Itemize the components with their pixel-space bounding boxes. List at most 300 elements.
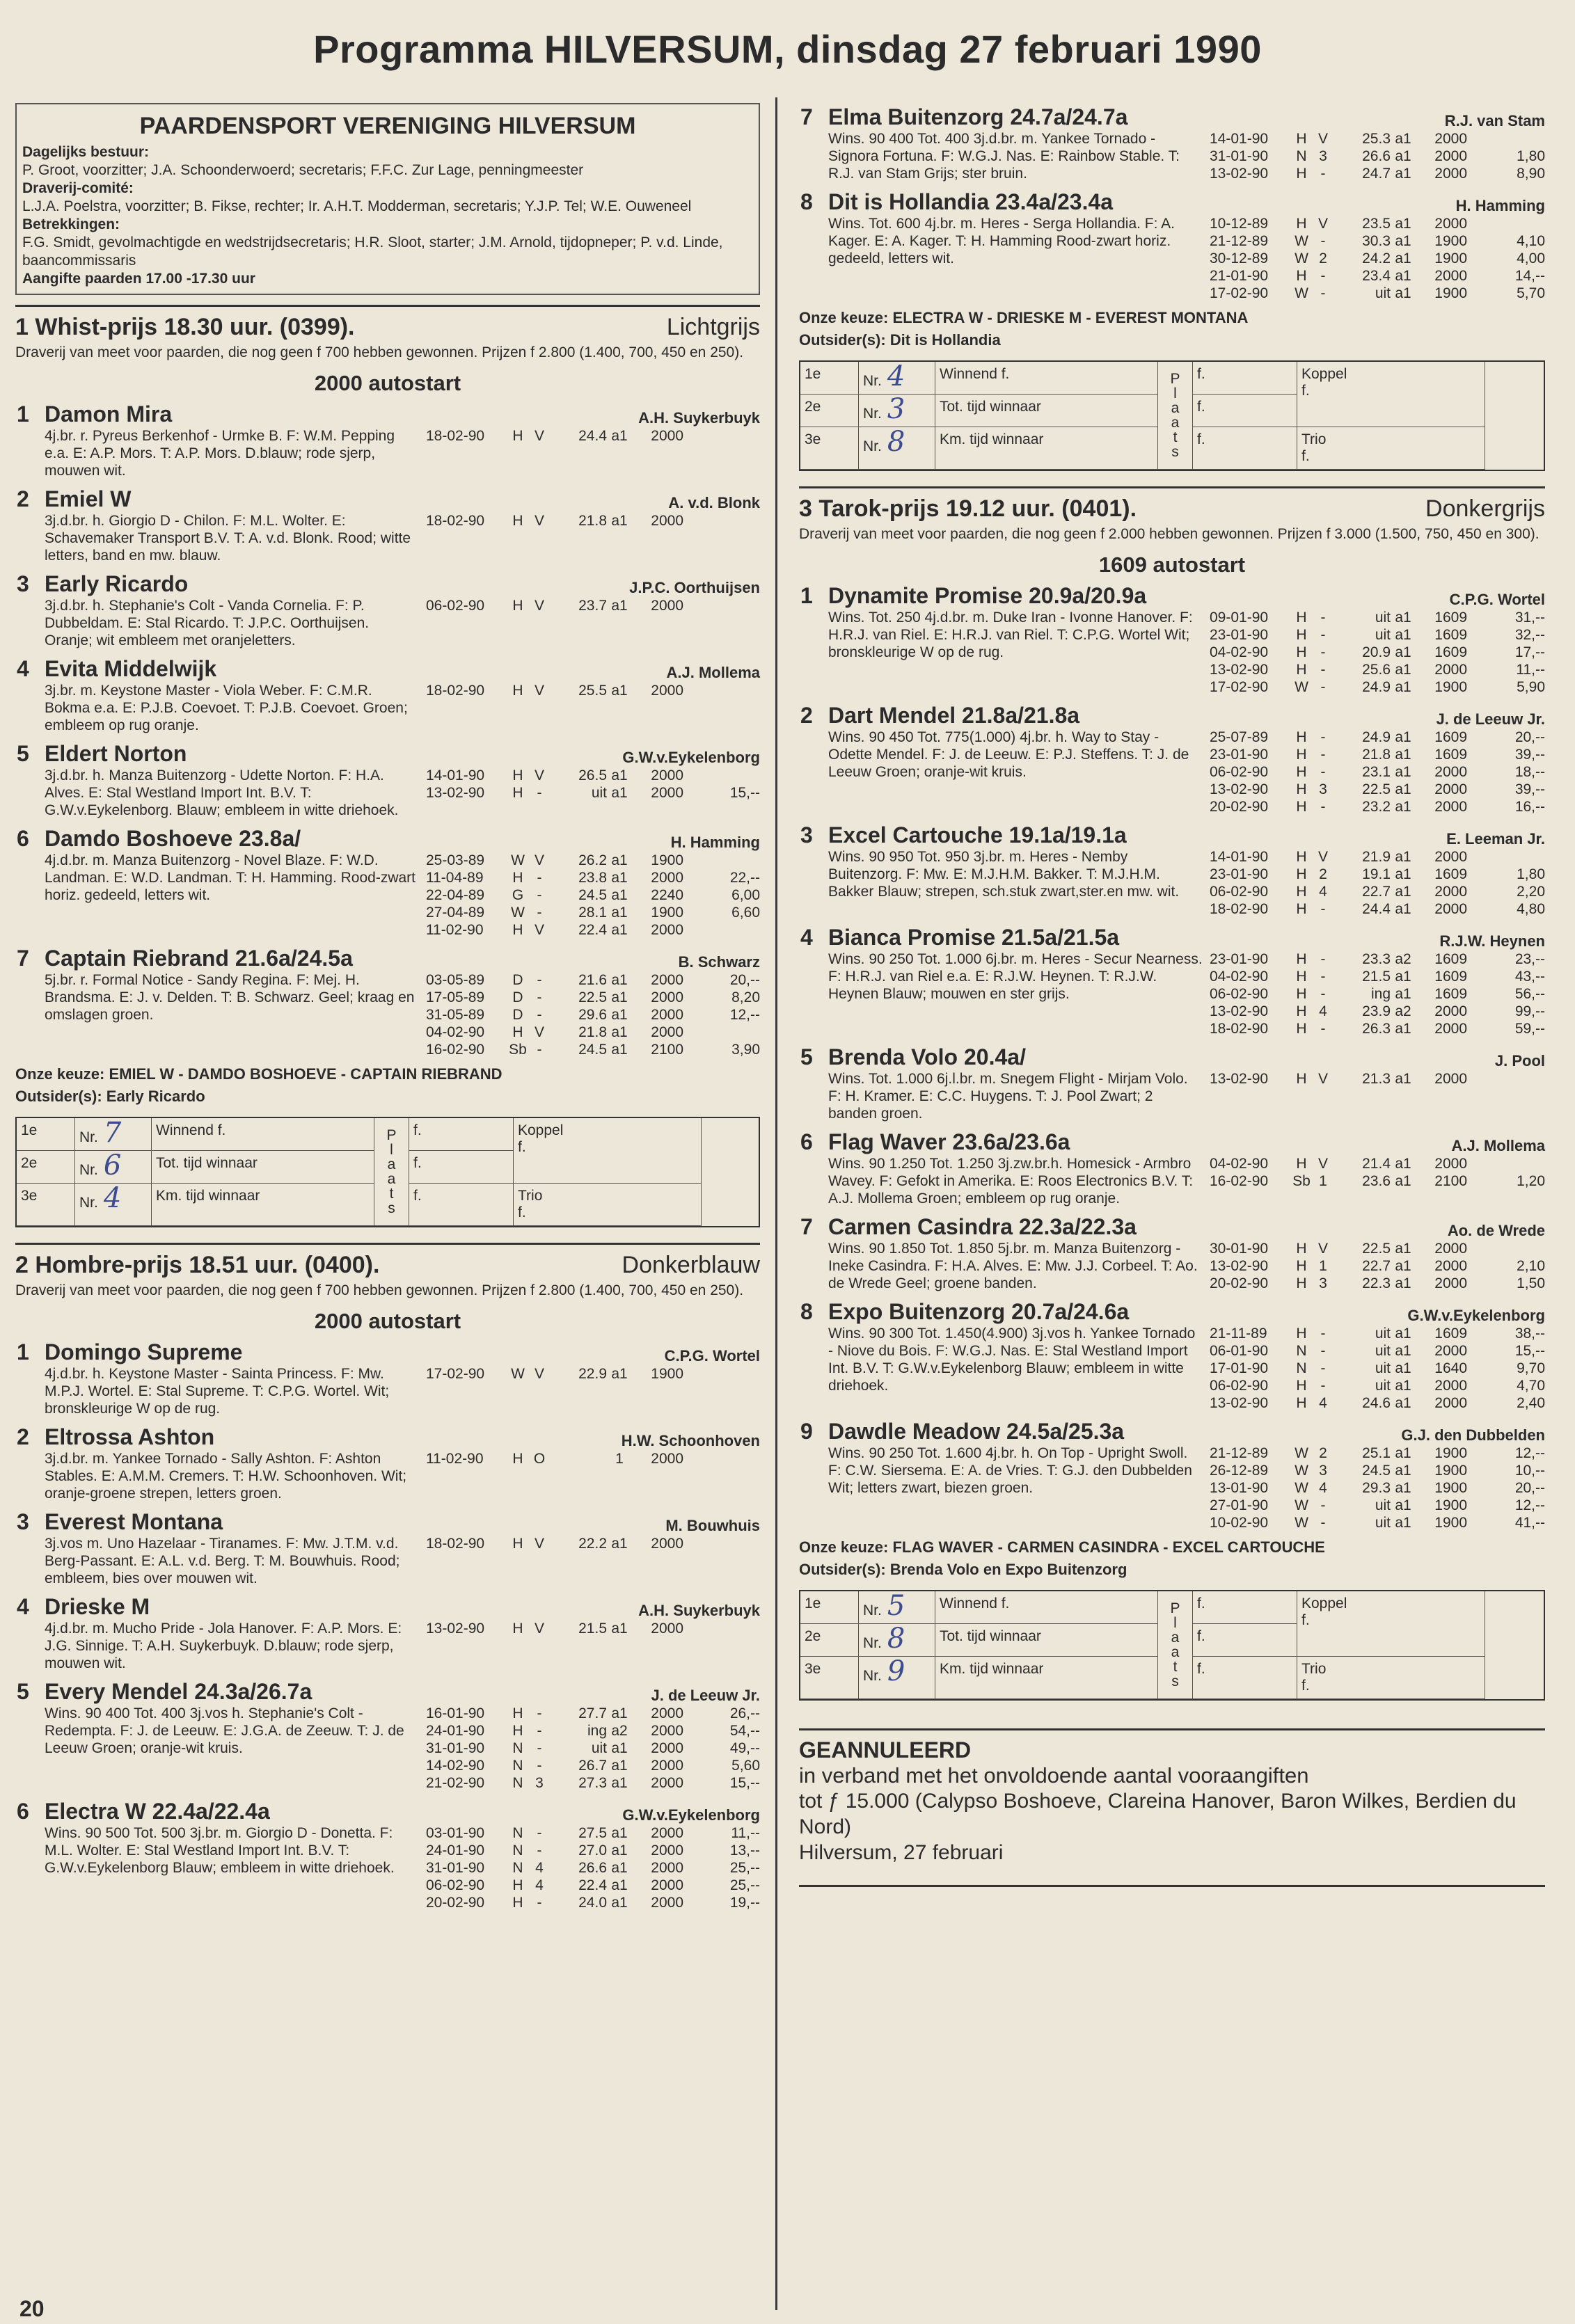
horse-name: Carmen Casindra 22.3a/22.3a <box>828 1214 1137 1239</box>
right-column <box>799 97 1545 1887</box>
result-cell: - <box>1320 1021 1326 1037</box>
result-cell: 21.9 <box>1362 849 1391 865</box>
result-cell <box>683 1620 760 1637</box>
result-cell <box>683 512 760 530</box>
race-title: 3 Tarok-prijs 19.12 uur. (0401). <box>799 495 1137 522</box>
horse-number: 5 <box>17 741 29 766</box>
horse-body <box>45 1679 760 1792</box>
result-cell: uit <box>1375 1378 1391 1394</box>
result-cell: 1609 <box>1434 610 1467 626</box>
cancel-sub: in verband met het onvoldoende aantal vooraangiften <box>799 1763 1309 1788</box>
horse-name: Dart Mendel 21.8a/21.8a <box>828 703 1080 728</box>
horse-entry <box>15 1594 760 1672</box>
horse-info: 3j.br. m. Keystone Master - Viola Weber. F: C.M.R. Bokma e.a. E: P.J.B. Coevoet. T: P.J.B. Coevoet. Groen; embleem op rug oranje. <box>45 683 408 733</box>
place-label: 2e <box>17 1151 75 1184</box>
f-label: f. <box>1301 383 1310 399</box>
handwritten-number: 6 <box>103 1149 122 1181</box>
race-start: 2000 autostart <box>314 371 461 395</box>
result-cell: 28.1 <box>578 905 607 921</box>
result-cell: 17-02-90 <box>1210 679 1269 695</box>
result-cell: 18-02-90 <box>426 428 485 444</box>
race-whist <box>15 305 760 1227</box>
result-cell: 1900 <box>1434 233 1467 249</box>
result-cell: H <box>512 1451 523 1467</box>
horse-details <box>45 597 760 649</box>
horse-results <box>426 682 760 734</box>
result-cell: 24.6 <box>1362 1395 1391 1411</box>
result-cell: - <box>1320 1497 1326 1513</box>
result-cell: 29.6 <box>578 1007 607 1023</box>
result-cell <box>683 1535 760 1552</box>
result-cell: 20,-- <box>1514 729 1545 745</box>
result-cell: 20-02-90 <box>426 1895 485 1911</box>
result-cell: - <box>537 1705 542 1721</box>
result-cell: 23.8 <box>578 870 607 886</box>
result-row <box>426 1877 760 1894</box>
horse-info: 3j.d.br. m. Yankee Tornado - Sally Ashton. F: Ashton Stables. E: A.M.M. Cremers. T: H.W. Schoonhoven. Wit; oranje-groene strepen, letters groen. <box>45 1451 407 1502</box>
result-cell: 25,-- <box>729 1877 760 1893</box>
result-cell: 2000 <box>1434 1003 1467 1019</box>
result-cell: - <box>1320 610 1326 626</box>
horse-info: 5j.br. r. Formal Notice - Sandy Regina. F: Mej. H. Brandsma. E: J. v. Delden. T: B. Schwarz. Geel; kraag en omslagen groen. <box>45 972 415 1023</box>
result-cell: - <box>537 1825 542 1841</box>
horse-info: Wins. 90 450 Tot. 775(1.000) 4j.br. h. Way to Stay - Odette Mendel. F: J. de Leeuw. E: P.J. Steffens. T: J. de Leeuw Groen; oranje-wit kruis. <box>828 729 1189 780</box>
horse-entry <box>15 826 760 939</box>
plaats-letter: t <box>1173 429 1178 445</box>
result-cell: 24-01-90 <box>426 1723 485 1739</box>
horse-info: Wins. Tot. 250 4j.d.br. m. Duke Iran - Ivonne Hanover. F: H.R.J. van Riel. E: H.R.J. van Riel. T: C.P.G. Wortel Wit; bronskleurige W op de rug. <box>828 610 1193 660</box>
result-cell: a1 <box>1395 1395 1411 1411</box>
nr-cell <box>859 1624 935 1657</box>
result-cell: 2000 <box>651 513 683 529</box>
result-cell: W <box>1295 1480 1308 1496</box>
horse-header <box>45 1509 760 1535</box>
result-row <box>426 1365 760 1383</box>
horse-name: Dynamite Promise 20.9a/20.9a <box>828 583 1147 608</box>
association-role: Betrekkingen: <box>22 216 120 232</box>
result-row <box>1210 968 1545 985</box>
result-cell: a1 <box>611 598 628 614</box>
trio-cell <box>1297 1657 1485 1699</box>
result-cell: 22.4 <box>578 1877 607 1893</box>
plaats-letter: s <box>1171 444 1179 460</box>
horse-entry <box>799 1214 1545 1292</box>
result-cell: a1 <box>1395 1463 1411 1479</box>
result-cell: 19.1 <box>1362 866 1391 882</box>
result-cell: 2000 <box>651 767 683 783</box>
result-cell: 25.1 <box>1362 1445 1391 1461</box>
result-cell: H <box>1296 1378 1307 1394</box>
horse-info: Wins. 90 250 Tot. 1.600 4j.br. h. On Top - Upright Swoll. F: C.W. Siersema. E: A. de Vries. T: G.J. den Dubbelden Wit; letters zwart, biezen groen. <box>828 1445 1192 1496</box>
horse-results <box>426 767 760 819</box>
plaats-letter: l <box>1173 1615 1177 1631</box>
f-label: f. <box>518 1139 526 1155</box>
result-row <box>426 1842 760 1859</box>
result-row <box>1210 1275 1545 1292</box>
result-cell: 2000 <box>1434 1378 1467 1394</box>
result-cell: 24.9 <box>1362 679 1391 695</box>
horse-results <box>426 1824 760 1911</box>
payout-label: Winnend f. <box>935 362 1158 395</box>
result-cell: 21.5 <box>1362 969 1391 985</box>
result-cell: 2000 <box>651 1895 683 1911</box>
result-cell: H <box>1296 747 1307 763</box>
race-start: 2000 autostart <box>314 1309 461 1333</box>
result-cell: 2000 <box>651 1007 683 1023</box>
horse-name: Brenda Volo 20.4a/ <box>828 1044 1026 1069</box>
horse-entry <box>15 741 760 819</box>
result-cell: 15,-- <box>729 785 760 801</box>
cancel-title: GEANNULEERD <box>799 1737 972 1762</box>
result-row <box>426 1535 760 1552</box>
result-cell: a1 <box>611 989 628 1005</box>
result-cell: 5,90 <box>1517 679 1545 695</box>
result-cell: - <box>537 1740 542 1756</box>
horse-results <box>1210 1240 1545 1292</box>
race-start: 1609 autostart <box>1098 552 1246 577</box>
koppel-label: Koppel <box>1301 366 1347 382</box>
payout-label: Tot. tijd winnaar <box>935 1624 1158 1657</box>
result-cell: V <box>1317 1241 1328 1257</box>
horse-header <box>828 104 1545 130</box>
result-cell: 2000 <box>1434 166 1467 182</box>
horse-header <box>45 1339 760 1365</box>
koppel-label: Koppel <box>1301 1595 1347 1611</box>
result-row <box>426 682 760 699</box>
horse-name: Drieske M <box>45 1594 150 1619</box>
result-cell <box>683 767 760 784</box>
horse-results <box>1210 1325 1545 1412</box>
result-cell: 2000 <box>1434 1071 1467 1087</box>
result-cell: a1 <box>611 1843 628 1859</box>
horse-entry <box>799 1044 1545 1122</box>
result-cell: - <box>537 1007 542 1023</box>
association-line <box>22 143 753 180</box>
result-cell: - <box>1320 1326 1326 1342</box>
result-cell: ing <box>587 1723 607 1739</box>
result-cell: - <box>1320 679 1326 695</box>
horse-results <box>426 1705 760 1792</box>
horse-body <box>828 189 1545 302</box>
horse-number: 3 <box>17 571 29 596</box>
result-cell: 2000 <box>1434 216 1467 232</box>
result-cell: 13-02-90 <box>426 1621 485 1637</box>
result-cell: 16-02-90 <box>1210 1173 1269 1189</box>
result-cell: a2 <box>1395 951 1411 967</box>
horse-trainer: G.J. den Dubbelden <box>1401 1426 1545 1444</box>
result-cell: 10-02-90 <box>1210 1515 1269 1531</box>
race-header <box>15 1243 760 1279</box>
result-cell: - <box>1320 1360 1326 1376</box>
f-label: f. <box>1193 395 1297 427</box>
result-cell: H <box>1296 644 1307 660</box>
place-label: 3e <box>800 427 859 470</box>
result-cell: - <box>1320 268 1326 284</box>
horse-details <box>45 682 760 734</box>
result-cell: 23.9 <box>1362 1003 1391 1019</box>
result-cell: 06-02-90 <box>426 598 485 614</box>
race-hombre-continued <box>799 104 1545 471</box>
result-cell: H <box>1296 662 1307 678</box>
horse-number: 8 <box>800 189 813 214</box>
nr-label: Nr. <box>863 1602 882 1618</box>
result-cell <box>1467 848 1545 866</box>
result-cell: uit <box>1375 285 1391 301</box>
result-cell: 2000 <box>651 1740 683 1756</box>
place-label: 3e <box>17 1184 75 1226</box>
result-cell: H <box>1296 1275 1307 1291</box>
result-cell: H <box>1296 884 1307 900</box>
result-row <box>426 989 760 1006</box>
result-cell: 21.8 <box>578 1024 607 1040</box>
result-cell: 99,-- <box>1514 1003 1545 1019</box>
result-cell: H <box>512 922 523 938</box>
result-cell: H <box>1296 764 1307 780</box>
plaats-letter: l <box>1173 385 1177 401</box>
horse-results <box>1210 848 1545 918</box>
horse-info: 4j.br. r. Pyreus Berkenhof - Urmke B. F: W.M. Pepping e.a. E: A.P. Mors. T: A.P. Mors. D.blauw; rode sjerp, mouwen wit. <box>45 428 395 479</box>
horse-results <box>1210 1155 1545 1207</box>
result-cell: 54,-- <box>729 1723 760 1739</box>
result-cell: 06-02-90 <box>1210 1378 1269 1394</box>
horse-number: 1 <box>800 583 813 608</box>
result-cell: 1,80 <box>1517 866 1545 882</box>
result-cell: a1 <box>611 1775 628 1791</box>
horse-trainer: H.W. Schoonhoven <box>621 1432 760 1449</box>
race-title: 2 Hombre-prijs 18.51 uur. (0400). <box>15 1252 380 1278</box>
result-cell: 4,10 <box>1517 233 1545 249</box>
result-row <box>1210 729 1545 746</box>
result-cell: 13-02-90 <box>1210 1003 1269 1019</box>
result-cell: H <box>512 1536 523 1552</box>
horse-body <box>45 946 760 1058</box>
result-cell: 4,80 <box>1517 901 1545 917</box>
result-row <box>1210 866 1545 883</box>
horse-header <box>828 1419 1545 1444</box>
horse-entry <box>15 1799 760 1911</box>
result-row <box>1210 644 1545 661</box>
result-cell: H <box>1296 1071 1307 1087</box>
result-cell: 2000 <box>651 1860 683 1876</box>
result-cell: 1,20 <box>1517 1173 1545 1189</box>
horse-trainer: A.H. Suykerbuyk <box>638 409 760 427</box>
result-cell: 11,-- <box>1516 662 1545 678</box>
plaats-letter: P <box>1170 371 1180 387</box>
result-cell: 22.5 <box>1362 1241 1391 1257</box>
result-cell: 22.4 <box>578 922 607 938</box>
result-cell: 22.7 <box>1362 1258 1391 1274</box>
result-cell: 26.6 <box>1362 148 1391 164</box>
result-cell: 20,-- <box>729 972 760 988</box>
place-label: 2e <box>800 1624 859 1657</box>
result-cell: 31-01-90 <box>1210 148 1269 164</box>
result-cell: D <box>512 989 523 1005</box>
left-column <box>15 103 760 1918</box>
koppel-label: Koppel <box>518 1122 564 1138</box>
trio-label: Trio <box>1301 431 1327 447</box>
result-cell: 24.4 <box>578 428 607 444</box>
result-cell: - <box>537 1042 542 1058</box>
result-cell: a1 <box>1395 610 1411 626</box>
result-cell: 1609 <box>1434 729 1467 745</box>
koppel-cell <box>1297 1591 1485 1657</box>
result-cell: - <box>1320 1378 1326 1394</box>
horse-info: 4j.d.br. h. Keystone Master - Sainta Princess. F: Mw. M.P.J. Wortel. E: Stal Supreme. T: C.P.G. Wortel. Wit; bronskleurige W op de rug. <box>45 1366 390 1417</box>
result-row <box>426 427 760 445</box>
horse-name: Dit is Hollandia 23.4a/23.4a <box>828 189 1114 214</box>
f-label: f. <box>1193 362 1297 395</box>
result-cell: 2,10 <box>1517 1258 1545 1274</box>
result-cell: 23.6 <box>1362 1173 1391 1189</box>
horse-number: 1 <box>17 1339 29 1364</box>
nr-cell <box>75 1184 152 1226</box>
payout-label: Winnend f. <box>935 1591 1158 1624</box>
result-cell <box>1467 1070 1545 1088</box>
result-cell: a1 <box>1395 216 1411 232</box>
result-cell: N <box>1296 1343 1307 1359</box>
result-row <box>426 1024 760 1041</box>
horse-trainer: M. Bouwhuis <box>665 1517 760 1534</box>
result-cell: 1609 <box>1434 866 1467 882</box>
result-cell: 30-12-89 <box>1210 250 1269 266</box>
result-cell: 23,-- <box>1514 951 1545 967</box>
horse-entry <box>799 822 1545 918</box>
result-cell: 4,00 <box>1517 250 1545 266</box>
horse-name: Dawdle Meadow 24.5a/25.3a <box>828 1419 1125 1444</box>
horse-entry <box>799 1299 1545 1412</box>
result-cell: H <box>512 870 523 886</box>
result-row <box>1210 798 1545 815</box>
result-cell: 14-01-90 <box>1210 849 1269 865</box>
result-cell: 16-02-90 <box>426 1042 485 1058</box>
horse-name: Eldert Norton <box>45 741 187 766</box>
result-cell: H <box>1296 627 1307 643</box>
horse-body <box>828 583 1545 696</box>
result-cell: W <box>1295 233 1308 249</box>
association-title: PAARDENSPORT VERENIGING HILVERSUM <box>139 113 636 139</box>
result-cell: 2000 <box>651 1877 683 1893</box>
result-cell: 11-04-89 <box>426 870 484 886</box>
nr-label: Nr. <box>79 1129 98 1145</box>
result-cell: 25.3 <box>1362 131 1391 147</box>
payout-label: Tot. tijd winnaar <box>152 1151 374 1184</box>
result-cell: 14,-- <box>1514 268 1545 284</box>
horse-body <box>45 741 760 819</box>
payout-label: Km. tijd winnaar <box>935 1657 1158 1699</box>
result-cell: 25-07-89 <box>1210 729 1269 745</box>
horse-info: Wins. 90 400 Tot. 400 3j.vos h. Stephanie's Colt - Redempta. F: J. de Leeuw. E: J.G.A. de Zeeuw. T: J. de Leeuw Groen; oranje-wit kruis. <box>45 1705 404 1756</box>
result-cell: a1 <box>611 767 628 783</box>
result-cell: 22.3 <box>1362 1275 1391 1291</box>
result-cell: 23.3 <box>1362 951 1391 967</box>
result-cell: 22.7 <box>1362 884 1391 900</box>
result-cell: 11,-- <box>731 1825 760 1841</box>
result-cell: 13-02-90 <box>1210 781 1269 797</box>
result-row <box>426 1620 760 1637</box>
handwritten-number: 9 <box>887 1655 905 1687</box>
result-cell: a1 <box>1395 148 1411 164</box>
result-cell: a1 <box>1395 799 1411 815</box>
horse-header <box>45 826 760 852</box>
plaats-letter: a <box>1171 400 1180 416</box>
result-cell: a1 <box>1395 1173 1411 1189</box>
result-cell: 2000 <box>651 1843 683 1859</box>
result-cell: a1 <box>1395 1378 1411 1394</box>
result-cell: 25.6 <box>1362 662 1391 678</box>
race-description: Draverij van meet voor paarden, die nog geen f 700 hebben gewonnen. Prijzen f 2.800 (1.400, 700, 450 en 250). <box>15 1282 744 1298</box>
result-cell: 06-02-90 <box>426 1877 485 1893</box>
result-cell: V <box>1317 1071 1328 1087</box>
result-cell: 17-02-90 <box>1210 285 1269 301</box>
result-cell: 13-02-90 <box>1210 662 1269 678</box>
horse-number: 6 <box>800 1129 813 1154</box>
horse-name: Eltrossa Ashton <box>45 1424 215 1449</box>
result-cell: a1 <box>611 1366 628 1382</box>
result-cell: 04-02-90 <box>1210 1156 1269 1172</box>
result-cell: 2000 <box>1434 799 1467 815</box>
plaats-label <box>1158 1591 1193 1699</box>
association-box <box>15 103 760 295</box>
result-row <box>426 1722 760 1740</box>
result-cell: uit <box>1375 1515 1391 1531</box>
result-cell: 26.6 <box>578 1860 607 1876</box>
cancel-place: Hilversum, 27 februari <box>799 1841 1004 1864</box>
result-cell: 18,-- <box>1514 764 1545 780</box>
result-row <box>426 1824 760 1842</box>
result-cell: 10-12-89 <box>1210 216 1269 232</box>
f-label: f. <box>1301 448 1310 464</box>
result-cell: 26.3 <box>1362 1021 1391 1037</box>
result-row <box>1210 609 1545 626</box>
horse-entry <box>15 656 760 734</box>
result-cell: a1 <box>1395 1071 1411 1087</box>
horse-trainer: H. Hamming <box>1455 197 1545 214</box>
horse-number: 8 <box>800 1299 813 1324</box>
result-cell: 2000 <box>1434 781 1467 797</box>
horse-results <box>426 1535 760 1587</box>
result-cell: 06-02-90 <box>1210 764 1269 780</box>
result-cell: V <box>1317 849 1328 865</box>
result-cell: 20,-- <box>1514 1480 1545 1496</box>
result-cell: 15,-- <box>729 1775 760 1791</box>
result-cell: a1 <box>1395 729 1411 745</box>
result-cell: 13-02-90 <box>1210 1258 1269 1274</box>
race-color: Donkerblauw <box>622 1252 760 1278</box>
f-label: f. <box>1193 1624 1297 1657</box>
result-cell: 4 <box>535 1860 544 1876</box>
result-cell: 2000 <box>1434 764 1467 780</box>
horse-name: Expo Buitenzorg 20.7a/24.6a <box>828 1299 1130 1324</box>
result-cell: 32,-- <box>1514 627 1545 643</box>
result-cell: V <box>534 922 544 938</box>
horse-name: Evita Middelwijk <box>45 656 217 681</box>
result-cell: H <box>512 598 523 614</box>
result-cell: V <box>534 598 544 614</box>
result-cell: H <box>512 1621 523 1637</box>
result-row <box>1210 1479 1545 1497</box>
result-row <box>1210 626 1545 644</box>
horse-entry <box>799 583 1545 696</box>
handwritten-number: 8 <box>887 1623 905 1655</box>
payout-label: Km. tijd winnaar <box>935 427 1158 470</box>
result-cell: 12,-- <box>1514 1445 1545 1461</box>
result-cell: 1609 <box>1434 1326 1467 1342</box>
horse-results <box>426 852 760 939</box>
horse-details <box>45 1705 760 1792</box>
horse-number: 4 <box>800 925 813 950</box>
handwritten-number: 7 <box>103 1117 122 1149</box>
result-cell: 1609 <box>1434 627 1467 643</box>
